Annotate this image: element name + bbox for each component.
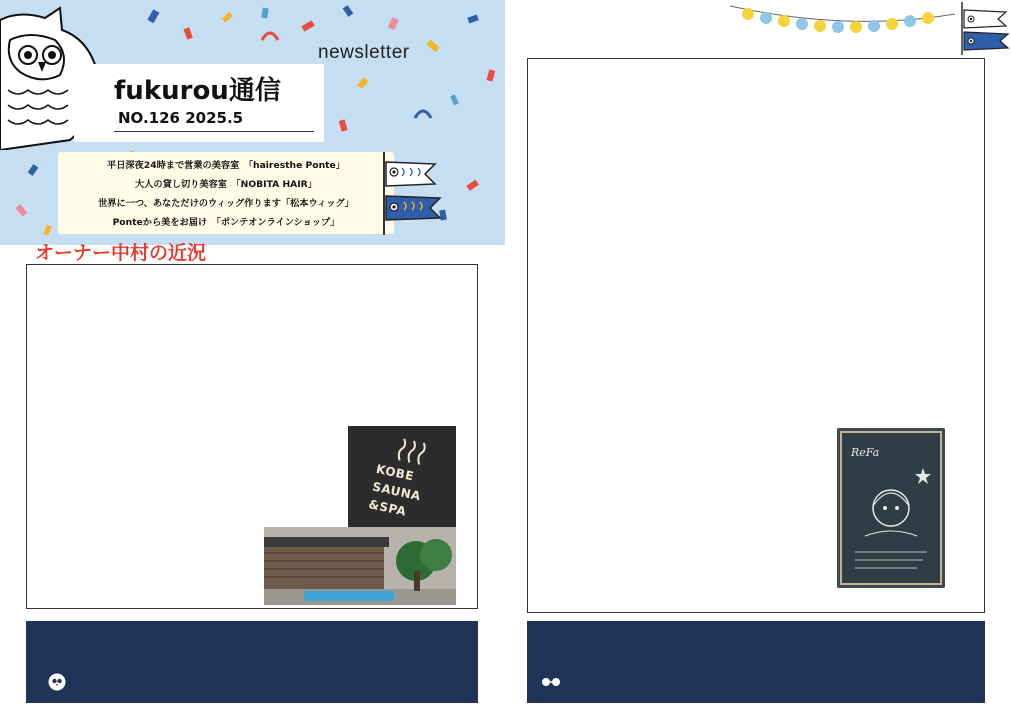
left-page [0,0,505,715]
sauna-sign-line: KOBE [374,461,416,484]
sauna-sign-line: &SPA [367,497,408,519]
sauna-sign-photo [348,426,456,534]
title-divider [114,131,314,132]
owl-logo-icon [48,673,66,691]
issue-number: NO.126 2025.5 [118,109,244,127]
sauna-exterior-illustration [264,527,456,605]
sauna-exterior-photo [264,527,456,605]
svg-text:ReFa: ReFa [851,446,880,459]
koinobori-carp-streamer-icon [380,150,450,235]
promo-box [58,152,394,234]
promo-line: Ponteから美をお届け 「ポンテオンラインショップ」 [112,217,340,228]
sauna-sign-line: SAUNA [371,479,423,504]
owner-section-heading: オーナー中村の近況 [35,242,207,264]
promo-line: 世界に一つ、あなただけのウィッグ作ります「松本ウィッグ」 [98,198,354,209]
chalkboard-photo [837,428,945,588]
footer-nobita [527,621,985,703]
bunting-flags-icon [730,0,1011,55]
steam-icon [394,436,429,468]
glasses-logo-icon [541,677,561,687]
title-card [74,64,324,142]
hero-banner [0,0,505,245]
promo-line: 平日深夜24時まで営業の美容室 「hairesthe Ponte」 [107,160,345,171]
right-page [505,0,1011,715]
newsletter-label: newsletter [318,42,410,63]
footer-ponte [26,621,478,703]
newsletter-title: fukurou通信 [114,76,281,106]
promo-line: 大人の貸し切り美容室 「NOBITA HAIR」 [135,179,317,190]
